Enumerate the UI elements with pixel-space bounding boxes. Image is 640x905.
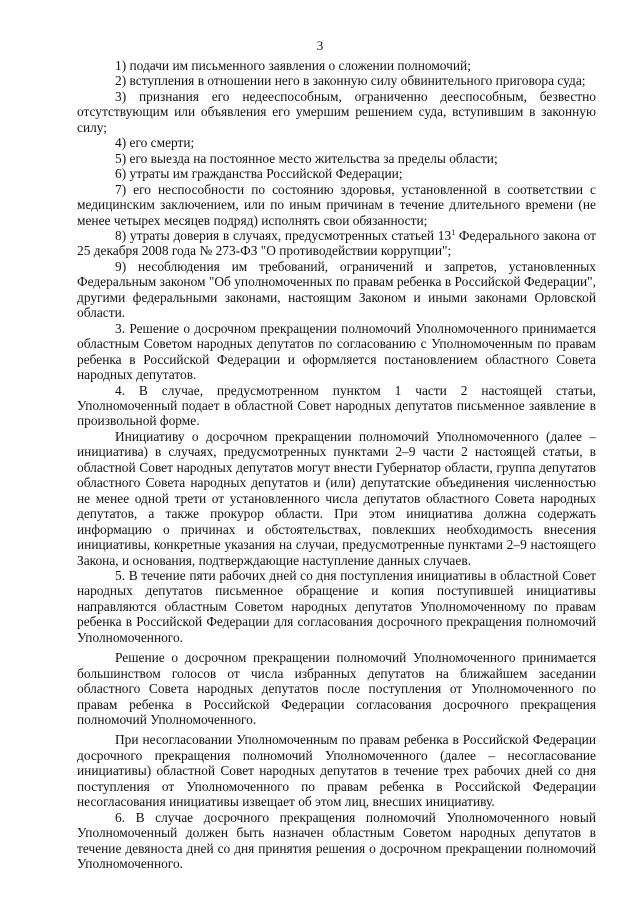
paragraph-item-8-after: Федерального закона от 25 декабря 2008 года № 273-ФЗ "О противодействии коррупции";: [77, 227, 596, 259]
paragraph-section-4: 4. В случае, предусмотренном пунктом 1 части 2 настоящей статьи, Уполномоченный подает в областной Совет народных депутатов письменное заявление в произвольной форме.: [77, 382, 596, 429]
page-number: 3: [316, 38, 324, 53]
paragraph-item-8: [77, 228, 596, 259]
article-superscript: 1: [451, 227, 456, 237]
paragraph-item-5: 5) его выезда на постоянное место жительства за пределы области;: [115, 150, 498, 166]
paragraph-item-3: 3) признания его недееспособным, ограниченно дееспособным, безвестно отсутствующим или объявления его умершим решением суда, вступившим в законную силу;: [77, 88, 596, 135]
paragraph-section-5: 5. В течение пяти рабочих дней со дня поступления инициативы в областной Совет народных депутатов письменное обращение и копия поступившей инициативы направляются областным Советом народных депутатов Уполномоченному по правам ребенка в Российской Федерации для согласования досрочного прекращения полномочий Уполномоченного.: [77, 567, 596, 645]
paragraph-initiative: Инициативу о досрочном прекращении полномочий Уполномоченного (далее – инициатива) в случаях, предусмотренных пунктами 2–9 части 2 настоящей статьи, в областной Совет народных депутатов могут внести Губернатор области, группа депутатов областного Совета народных депутатов и (или) депутатские объединения численностью не менее одной трети от установленного числа депутатов областного Совета народных депутатов, а также прокурор области. При этом инициатива должна содержать информацию о причинах и обстоятельствах, повлекших необходимость внесения инициативы, конкретные указания на случаи, предусмотренные пунктами 2–9 настоящего Закона, и основания, подтверждающие наступление данных случаев.: [77, 428, 596, 568]
paragraph-decision: Решение о досрочном прекращении полномочий Уполномоченного принимается большинством голосов от числа избранных депутатов на ближайшем заседании областного Совета народных депутатов после поступления от Уполномоченного по правам ребенка в Российской Федерации согласования досрочного прекращения полномочий Уполномоченного.: [77, 650, 596, 728]
paragraph-section-6: 6. В случае досрочного прекращения полномочий Уполномоченного новый Уполномоченный должен быть назначен областным Советом народных депутатов в течение девяноста дней со дня принятия решения о досрочном прекращении полномочий Уполномоченного.: [77, 809, 596, 872]
paragraph-item-8-before: 8) утраты доверия в случаях, предусмотренных статьей 13: [115, 227, 452, 243]
paragraph-item-2: 2) вступления в отношении него в законную силу обвинительного приговора суда;: [115, 73, 586, 89]
paragraph-item-6: 6) утраты им гражданства Российской Федерации;: [115, 166, 403, 182]
paragraph-item-1: 1) подачи им письменного заявления о сложении полномочий;: [115, 58, 471, 73]
paragraph-section-3: 3. Решение о досрочном прекращении полномочий Уполномоченного принимается областным Советом народных депутатов по согласованию с Уполномоченным по правам ребенка в Российской Федерации и оформляется постановлением областного Совета народных депутатов.: [77, 320, 596, 383]
document-body: [77, 58, 596, 872]
paragraph-non-approval: При несогласовании Уполномоченным по правам ребенка в Российской Федерации досрочного прекращения полномочий Уполномоченного (далее – несогласование инициативы) областной Совет народных депутатов в течение трех рабочих дней со дня поступления от Уполномоченного по правам ребенка в Российской Федерации несогласования инициативы извещает об этом лиц, внесших инициативу.: [77, 732, 596, 810]
paragraph-item-4: 4) его смерти;: [115, 135, 195, 151]
paragraph-item-9: 9) несоблюдения им требований, ограничений и запретов, установленных Федеральным законом "Об уполномоченных по правам ребенка в Российской Федерации", другими федеральными законами, настоящим Законом и иными законами Орловской области.: [77, 258, 596, 321]
paragraph-item-7: 7) его неспособности по состоянию здоровья, установленной в соответствии с медицинским заключением, или по иным причинам в течение длительного времени (не менее четырех месяцев подряд) исполнять свои обязанности;: [77, 181, 596, 228]
